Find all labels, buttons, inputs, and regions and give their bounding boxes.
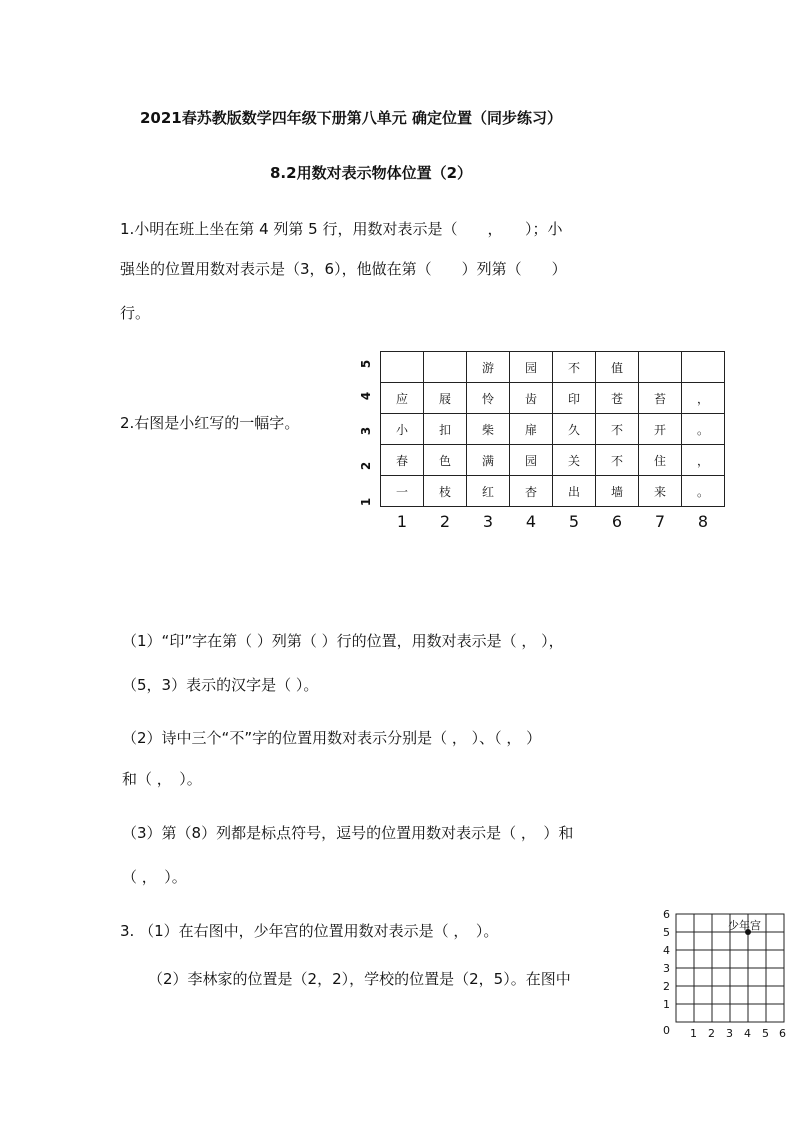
- poem-cell: 应: [381, 383, 424, 414]
- poem-cell: [424, 352, 467, 383]
- x-label-3: 3: [726, 1027, 733, 1040]
- q3-line1: 3. （1）在右图中，少年宫的位置用数对表示是（ ， ）。: [120, 922, 499, 940]
- row-label-3: 3: [359, 426, 374, 436]
- page-title: 2021春苏教版数学四年级下册第八单元 确定位置（同步练习）: [140, 109, 562, 127]
- poem-cell: 园: [510, 352, 553, 383]
- col-label-3: 3: [482, 512, 494, 531]
- poem-cell: 来: [639, 476, 682, 507]
- poem-cell: 扣: [424, 414, 467, 445]
- poem-row-4: [381, 383, 725, 414]
- poem-cell: 不: [596, 445, 639, 476]
- q3-line2: （2）李林家的位置是（2，2），学校的位置是（2，5）。在图中: [148, 970, 571, 988]
- coordinate-grid: [658, 904, 790, 1044]
- poem-cell: 红: [467, 476, 510, 507]
- poem-cell: 开: [639, 414, 682, 445]
- y-label-3: 3: [663, 962, 670, 975]
- poem-row-3: [381, 414, 725, 445]
- poem-cell: 枝: [424, 476, 467, 507]
- col-label-2: 2: [439, 512, 451, 531]
- col-label-7: 7: [654, 512, 666, 531]
- poem-cell: 屐: [424, 383, 467, 414]
- y-label-6: 6: [663, 908, 670, 921]
- q2-s2-line2: 和（ ， ）。: [122, 770, 202, 788]
- x-label-2: 2: [708, 1027, 715, 1040]
- y-label-2: 2: [663, 980, 670, 993]
- q2-intro: 2.右图是小红写的一幅字。: [120, 414, 300, 432]
- poem-row-2: [381, 445, 725, 476]
- poem-cell: 出: [553, 476, 596, 507]
- row-label-1: 1: [359, 497, 374, 507]
- poem-row-5: [381, 352, 725, 383]
- row-label-4: 4: [359, 391, 374, 401]
- poem-row-1: [381, 476, 725, 507]
- poem-cell: [639, 352, 682, 383]
- poem-cell: 关: [553, 445, 596, 476]
- q2-s3-line1: （3）第（8）列都是标点符号，逗号的位置用数对表示是（ ， ）和: [122, 824, 574, 842]
- x-label-6: 6: [779, 1027, 786, 1040]
- y-label-4: 4: [663, 944, 670, 957]
- col-label-6: 6: [611, 512, 623, 531]
- poem-cell: 。: [682, 414, 725, 445]
- poem-cell: 扉: [510, 414, 553, 445]
- poem-cell: 不: [553, 352, 596, 383]
- poem-cell: 苍: [596, 383, 639, 414]
- q2-s1-line1: （1）“印”字在第（ ）列第（ ）行的位置，用数对表示是（ ， ），: [122, 632, 564, 650]
- poem-cell: 久: [553, 414, 596, 445]
- poem-cell: 苔: [639, 383, 682, 414]
- y-label-1: 1: [663, 998, 670, 1011]
- page-subtitle: 8.2用数对表示物体位置（2）: [270, 164, 473, 182]
- col-label-1: 1: [396, 512, 408, 531]
- poem-cell: 柴: [467, 414, 510, 445]
- poem-grid: [380, 351, 725, 507]
- poem-cell: 印: [553, 383, 596, 414]
- x-label-4: 4: [744, 1027, 751, 1040]
- poem-cell: 。: [682, 476, 725, 507]
- col-label-5: 5: [568, 512, 580, 531]
- youth-palace-label: 少年宫: [728, 919, 761, 932]
- q2-s3-line2: （ ， ）。: [122, 868, 187, 886]
- col-label-8: 8: [697, 512, 709, 531]
- poem-cell: 齿: [510, 383, 553, 414]
- poem-cell: 杏: [510, 476, 553, 507]
- q1-line3: 行。: [120, 304, 151, 322]
- poem-cell: 住: [639, 445, 682, 476]
- poem-cell: ，: [682, 383, 725, 414]
- row-label-2: 2: [359, 461, 374, 471]
- poem-cell: 园: [510, 445, 553, 476]
- poem-cell: 小: [381, 414, 424, 445]
- x-label-1: 1: [690, 1027, 697, 1040]
- poem-cell: ，: [682, 445, 725, 476]
- poem-cell: 游: [467, 352, 510, 383]
- poem-cell: 值: [596, 352, 639, 383]
- q1-line2: 强坐的位置用数对表示是（3，6），他做在第（ ）列第（ ）: [120, 260, 567, 278]
- poem-cell: [381, 352, 424, 383]
- q1-line1: 1.小明在班上坐在第 4 列第 5 行，用数对表示是（ ， ）；小: [120, 220, 563, 238]
- col-label-4: 4: [525, 512, 537, 531]
- poem-cell: 怜: [467, 383, 510, 414]
- y-label-5: 5: [663, 926, 670, 939]
- poem-cell: 墙: [596, 476, 639, 507]
- poem-cell: 满: [467, 445, 510, 476]
- x-label-5: 5: [762, 1027, 769, 1040]
- poem-cell: 春: [381, 445, 424, 476]
- poem-cell: 色: [424, 445, 467, 476]
- poem-cell: [682, 352, 725, 383]
- row-label-5: 5: [359, 359, 374, 369]
- y-label-0: 0: [663, 1024, 670, 1037]
- q2-s2-line1: （2）诗中三个“不”字的位置用数对表示分别是（ ， ）、（ ， ）: [122, 729, 542, 747]
- q2-s1-line2: （5，3）表示的汉字是（ ）。: [122, 676, 319, 694]
- poem-cell: 不: [596, 414, 639, 445]
- poem-cell: 一: [381, 476, 424, 507]
